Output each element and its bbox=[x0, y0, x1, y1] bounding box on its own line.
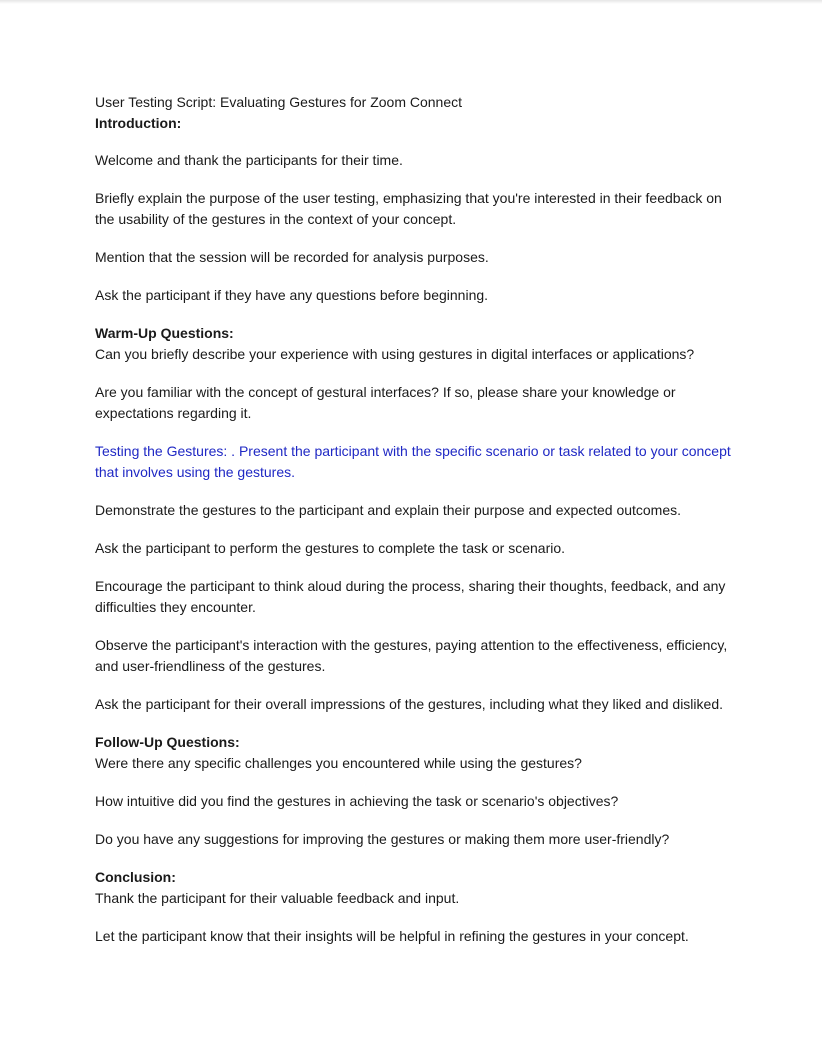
conclusion-paragraph-1: Thank the participant for their valuable feedback and input. bbox=[95, 890, 460, 906]
follow-up-paragraph-3: Do you have any suggestions for improving the gestures or making them more user-friendly? bbox=[95, 831, 670, 847]
introduction-paragraph-3: Mention that the session will be recorded for analysis purposes. bbox=[95, 249, 489, 265]
introduction-paragraph-1: Welcome and thank the participants for their time. bbox=[95, 152, 403, 168]
introduction-heading: Introduction: bbox=[95, 115, 182, 131]
testing-paragraph-3: Encourage the participant to think aloud during the process, sharing their thoughts, feedback, and any difficulties they encounter. bbox=[95, 578, 726, 615]
follow-up-heading: Follow-Up Questions: bbox=[95, 734, 240, 750]
testing-paragraph-1: Demonstrate the gestures to the participant and explain their purpose and expected outcomes. bbox=[95, 502, 682, 518]
warm-up-heading: Warm-Up Questions: bbox=[95, 325, 234, 341]
document-title: User Testing Script: Evaluating Gestures for Zoom Connect bbox=[95, 94, 463, 110]
testing-highlight: Testing the Gestures: . Present the participant with the specific scenario or task related to your concept that involves using the gestures. bbox=[95, 443, 731, 480]
testing-paragraph-4: Observe the participant's interaction with the gestures, paying attention to the effectiveness, efficiency, and user-friendliness of the gestures. bbox=[95, 637, 728, 674]
introduction-paragraph-4: Ask the participant if they have any questions before beginning. bbox=[95, 287, 489, 303]
testing-paragraph-5: Ask the participant for their overall impressions of the gestures, including what they liked and disliked. bbox=[95, 696, 723, 712]
warm-up-paragraph-2: Are you familiar with the concept of gestural interfaces? If so, please share your knowledge or expectations regarding it. bbox=[95, 384, 676, 421]
conclusion-paragraph-2: Let the participant know that their insights will be helpful in refining the gestures in your concept. bbox=[95, 928, 689, 944]
introduction-paragraph-2: Briefly explain the purpose of the user testing, emphasizing that you're interested in their feedback on the usability of the gestures in the context of your concept. bbox=[95, 190, 722, 227]
warm-up-paragraph-1: Can you briefly describe your experience with using gestures in digital interfaces or applications? bbox=[95, 346, 695, 362]
conclusion-heading: Conclusion: bbox=[95, 869, 176, 885]
follow-up-paragraph-2: How intuitive did you find the gestures in achieving the task or scenario's objectives? bbox=[95, 793, 619, 809]
document-page bbox=[95, 92, 735, 964]
page-top-edge bbox=[0, 0, 822, 4]
testing-paragraph-2: Ask the participant to perform the gestures to complete the task or scenario. bbox=[95, 540, 566, 556]
follow-up-paragraph-1: Were there any specific challenges you encountered while using the gestures? bbox=[95, 755, 582, 771]
